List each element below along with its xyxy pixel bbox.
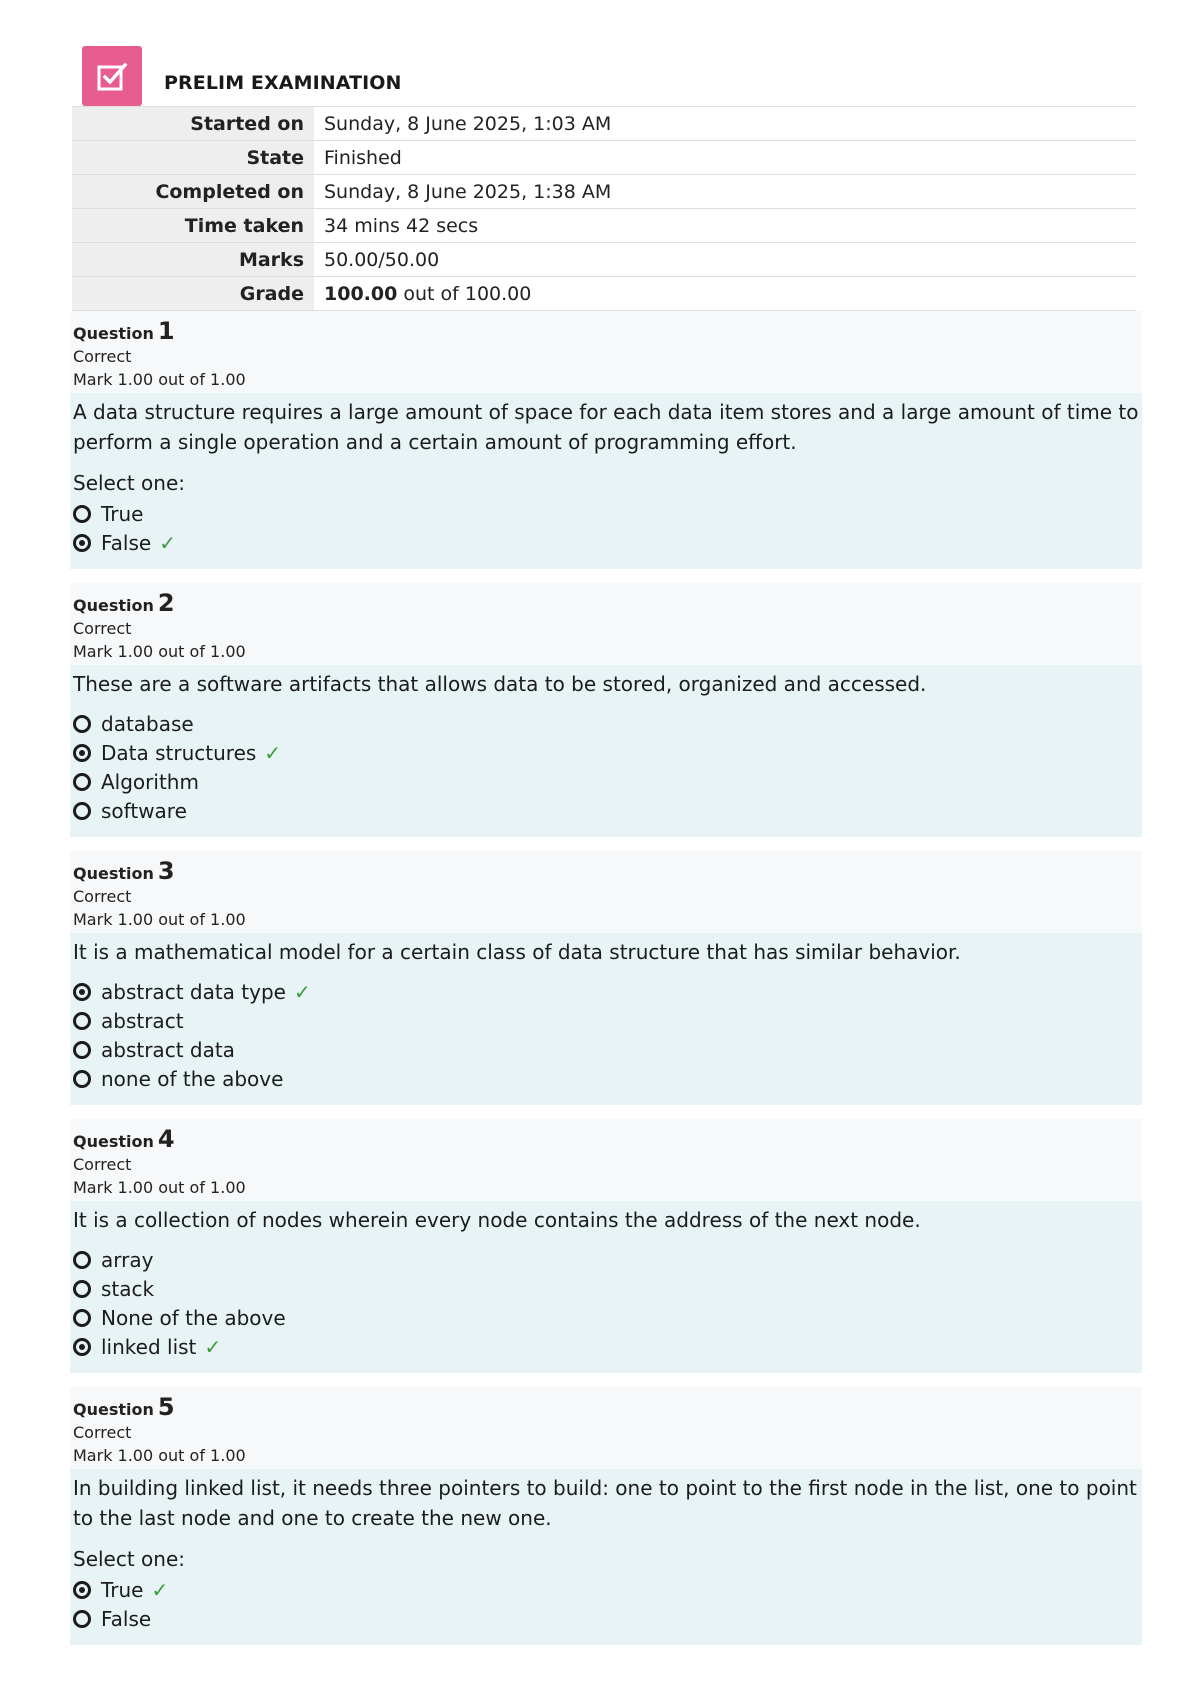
question-number [73, 317, 1139, 345]
radio-button-icon[interactable] [73, 534, 91, 552]
question-label: Question [73, 1400, 154, 1419]
answer-option[interactable] [73, 738, 1139, 767]
question-content [70, 393, 1142, 569]
question-number [73, 1393, 1139, 1421]
question-content [70, 1469, 1142, 1645]
answer-option[interactable] [73, 1245, 1139, 1274]
question-number [73, 857, 1139, 885]
summary-label: Started on [72, 107, 314, 141]
radio-button-icon[interactable] [73, 983, 91, 1001]
question-info [70, 1119, 1142, 1201]
answer-option[interactable] [73, 796, 1139, 825]
summary-row [72, 277, 1136, 311]
summary-row [72, 141, 1136, 175]
option-label: Data structures [101, 740, 257, 765]
checkmark-icon: ✓ [204, 1334, 222, 1359]
option-label: software [101, 798, 187, 823]
summary-row [72, 243, 1136, 277]
question-text: These are a software artifacts that allows data to be stored, organized and accessed. [73, 672, 927, 696]
question-state: Correct [73, 1423, 132, 1442]
question-state: Correct [73, 619, 132, 638]
radio-button-icon[interactable] [73, 1610, 91, 1628]
answer-options [73, 709, 1139, 825]
question-text: It is a collection of nodes wherein every node contains the address of the next node. [73, 1208, 921, 1232]
question-number-value: 1 [157, 317, 175, 345]
checkmark-icon: ✓ [264, 740, 282, 765]
summary-value: 50.00/50.00 [314, 243, 1136, 277]
option-label: linked list [101, 1334, 197, 1359]
select-one-prompt: Select one: [73, 1547, 186, 1571]
summary-value: 34 mins 42 secs [314, 209, 1136, 243]
answer-option[interactable] [73, 709, 1139, 738]
questions-list [70, 311, 1138, 1645]
question-label: Question [73, 596, 154, 615]
attempt-summary-table [72, 106, 1136, 311]
radio-button-icon[interactable] [73, 744, 91, 762]
question-mark: Mark 1.00 out of 1.00 [73, 642, 246, 661]
question-text: A data structure requires a large amount of space for each data item stores and a large amount of time to perform a single operation and a certain amount of programming effort. [73, 400, 1139, 454]
question-label: Question [73, 324, 154, 343]
radio-button-icon[interactable] [73, 715, 91, 733]
question-info [70, 311, 1142, 393]
grade-total: out of 100.00 [397, 282, 532, 305]
answer-option[interactable] [73, 1064, 1139, 1093]
answer-options [73, 499, 1139, 557]
summary-label: Grade [72, 277, 314, 311]
radio-button-icon[interactable] [73, 1012, 91, 1030]
option-label: abstract data [101, 1037, 235, 1062]
option-label: abstract [101, 1008, 184, 1033]
question-mark: Mark 1.00 out of 1.00 [73, 1178, 246, 1197]
option-label: array [101, 1247, 154, 1272]
select-one-prompt: Select one: [73, 471, 186, 495]
option-label: database [101, 711, 194, 736]
option-label: False [101, 530, 152, 555]
summary-row [72, 175, 1136, 209]
checkmark-icon: ✓ [159, 530, 176, 555]
option-label: None of the above [101, 1305, 286, 1330]
question-mark: Mark 1.00 out of 1.00 [73, 370, 246, 389]
answer-options [73, 1245, 1139, 1361]
option-label: none of the above [101, 1066, 284, 1091]
radio-button-icon[interactable] [73, 802, 91, 820]
question-text: In building linked list, it needs three pointers to build: one to point to the first node in the list, one to point to the last node and one to create the new one. [73, 1476, 1137, 1530]
question-number-value: 3 [157, 857, 175, 885]
answer-option[interactable] [73, 767, 1139, 796]
summary-value: Sunday, 8 June 2025, 1:03 AM [314, 107, 1136, 141]
question-state: Correct [73, 1155, 132, 1174]
question-number-value: 5 [157, 1393, 175, 1421]
question-5 [70, 1387, 1142, 1645]
radio-button-icon[interactable] [73, 1581, 91, 1599]
answer-option[interactable] [73, 1035, 1139, 1064]
radio-button-icon[interactable] [73, 1041, 91, 1059]
radio-button-icon[interactable] [73, 1309, 91, 1327]
question-state: Correct [73, 887, 132, 906]
answer-option[interactable] [73, 528, 1139, 557]
grade-score: 100.00 [324, 282, 398, 305]
question-mark: Mark 1.00 out of 1.00 [73, 1446, 246, 1465]
radio-button-icon[interactable] [73, 1251, 91, 1269]
header [70, 46, 1138, 106]
question-label: Question [73, 864, 154, 883]
question-content [70, 933, 1142, 1105]
question-text: It is a mathematical model for a certain class of data structure that has similar behavior. [73, 940, 961, 964]
summary-label: State [72, 141, 314, 175]
answer-option[interactable] [73, 1006, 1139, 1035]
question-number-value: 4 [157, 1125, 175, 1153]
summary-row [72, 107, 1136, 141]
option-label: False [101, 1606, 152, 1631]
grade-value [314, 277, 1136, 311]
answer-option[interactable] [73, 1303, 1139, 1332]
question-info [70, 1387, 1142, 1469]
question-number-value: 2 [157, 589, 175, 617]
question-3 [70, 851, 1142, 1105]
answer-option[interactable] [73, 1604, 1139, 1633]
radio-button-icon[interactable] [73, 1338, 91, 1356]
radio-button-icon[interactable] [73, 505, 91, 523]
question-content [70, 1201, 1142, 1373]
answer-option[interactable] [73, 1575, 1139, 1604]
answer-option[interactable] [73, 977, 1139, 1006]
question-2 [70, 583, 1142, 837]
summary-row [72, 209, 1136, 243]
answer-option[interactable] [73, 1274, 1139, 1303]
summary-label: Completed on [72, 175, 314, 209]
question-state: Correct [73, 347, 132, 366]
question-content [70, 665, 1142, 837]
option-label: True [101, 1577, 144, 1602]
answer-option[interactable] [73, 1332, 1139, 1361]
question-1 [70, 311, 1142, 569]
question-label: Question [73, 1132, 154, 1151]
answer-options [73, 977, 1139, 1093]
checkmark-icon: ✓ [151, 1577, 169, 1602]
checkbox-icon [82, 46, 142, 106]
question-info [70, 583, 1142, 665]
answer-options [73, 1575, 1139, 1633]
question-mark: Mark 1.00 out of 1.00 [73, 910, 246, 929]
radio-button-icon[interactable] [73, 1280, 91, 1298]
question-4 [70, 1119, 1142, 1373]
radio-button-icon[interactable] [73, 1070, 91, 1088]
summary-value: Finished [314, 141, 1136, 175]
option-label: abstract data type [101, 979, 286, 1004]
page-title: PRELIM EXAMINATION [164, 72, 402, 94]
summary-label: Marks [72, 243, 314, 277]
question-number [73, 589, 1139, 617]
question-number [73, 1125, 1139, 1153]
question-info [70, 851, 1142, 933]
exam-review-page [70, 46, 1138, 1645]
option-label: True [101, 501, 144, 526]
radio-button-icon[interactable] [73, 773, 91, 791]
option-label: stack [101, 1276, 155, 1301]
checkmark-icon: ✓ [293, 979, 311, 1004]
answer-option[interactable] [73, 499, 1139, 528]
option-label: Algorithm [101, 769, 199, 794]
summary-label: Time taken [72, 209, 314, 243]
summary-value: Sunday, 8 June 2025, 1:38 AM [314, 175, 1136, 209]
